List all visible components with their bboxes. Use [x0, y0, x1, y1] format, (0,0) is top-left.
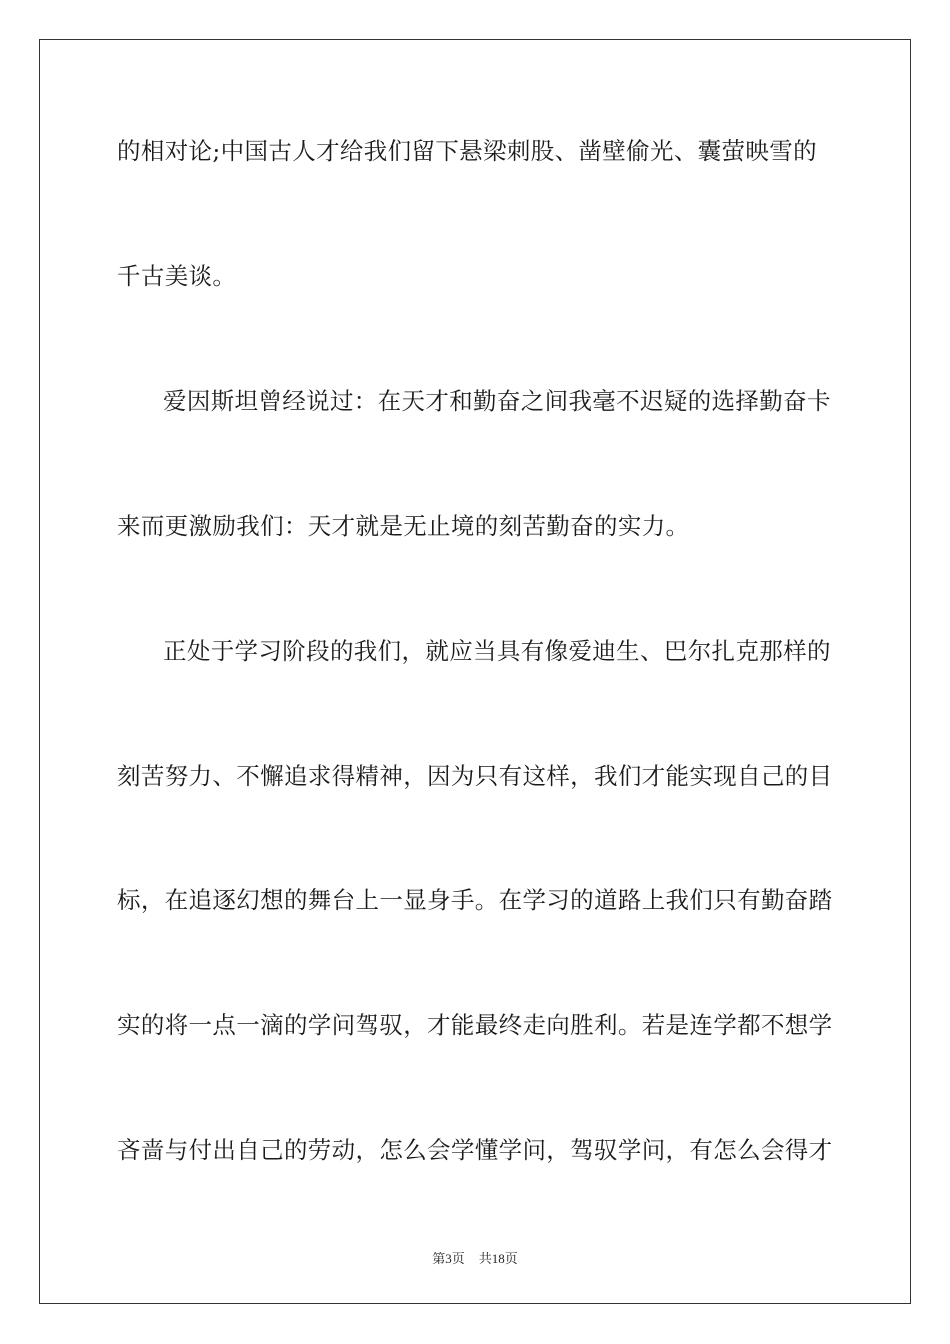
page-number: 第3页 [432, 1251, 465, 1266]
page-total: 共18页 [478, 1251, 518, 1266]
paragraph-first-line: 正处于学习阶段的我们，就应当具有像爱迪生、巴尔扎克那样的 [163, 637, 831, 665]
paragraph-first-line: 爱因斯坦曾经说过：在天才和勤奋之间我毫不迟疑的选择勤奋卡 [163, 387, 831, 415]
page-footer [0, 1248, 950, 1267]
text-line: 刻苦努力、不懈追求得精神，因为只有这样，我们才能实现自己的目 [117, 762, 833, 790]
text-line: 来而更激励我们：天才就是无止境的刻苦勤奋的实力。 [117, 512, 690, 540]
text-line: 的相对论;中国古人才给我们留下悬梁刺股、凿壁偷光、囊萤映雪的 [117, 137, 817, 165]
text-line: 实的将一点一滴的学问驾驭，才能最终走向胜利。若是连学都不想学 [117, 1011, 833, 1039]
page-border [39, 39, 911, 1304]
text-line: 千古美谈。 [117, 262, 237, 290]
text-line: 吝啬与付出自己的劳动，怎么会学懂学问，驾驭学问，有怎么会得才 [117, 1136, 833, 1164]
text-line: 标，在追逐幻想的舞台上一显身手。在学习的道路上我们只有勤奋踏 [117, 886, 833, 914]
